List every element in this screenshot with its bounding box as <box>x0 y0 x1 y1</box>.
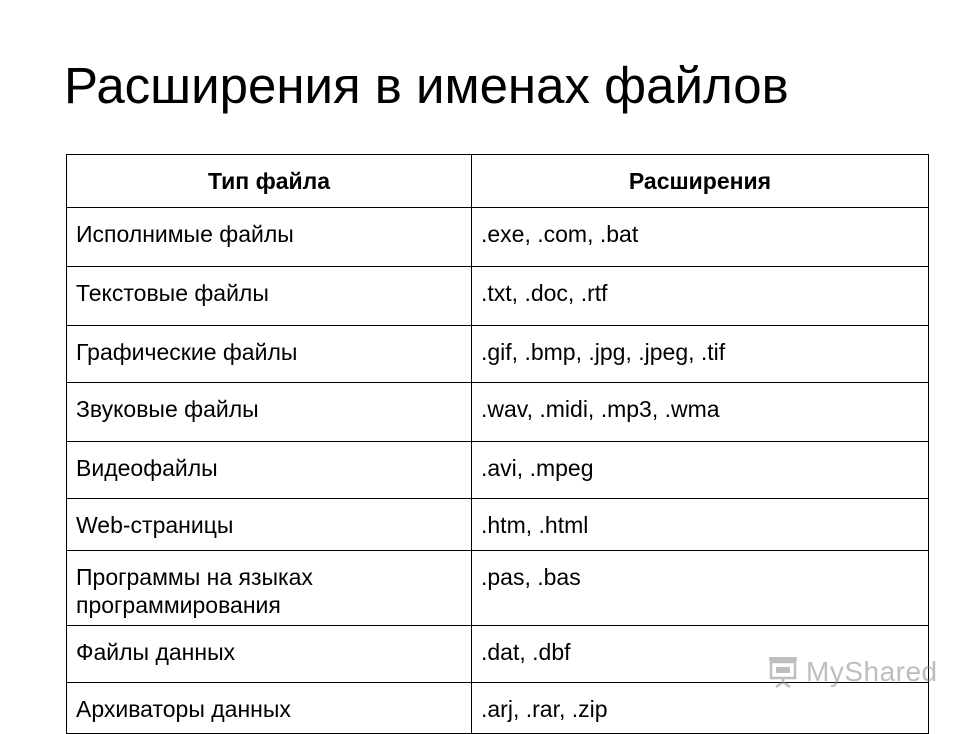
file-type-cell: Архиваторы данных <box>67 683 472 734</box>
projector-screen-icon <box>768 656 798 688</box>
extensions-cell: .pas, .bas <box>472 551 929 626</box>
extensions-cell: .wav, .midi, .mp3, .wma <box>472 383 929 442</box>
table-row <box>67 267 929 326</box>
watermark <box>768 656 938 688</box>
watermark-text: MyShared <box>806 656 938 687</box>
table-row <box>67 499 929 551</box>
extensions-cell: .txt, .doc, .rtf <box>472 267 929 326</box>
file-type-cell: Исполнимые файлы <box>67 208 472 267</box>
column-header-file-type: Тип файла <box>67 155 472 208</box>
extensions-cell: .arj, .rar, .zip <box>472 683 929 734</box>
table-header-row <box>67 155 929 208</box>
table-row <box>67 683 929 734</box>
extensions-table <box>66 154 929 734</box>
table-row <box>67 326 929 383</box>
extensions-cell: .exe, .com, .bat <box>472 208 929 267</box>
extensions-cell: .avi, .mpeg <box>472 442 929 499</box>
table-row <box>67 551 929 626</box>
column-header-extensions: Расширения <box>472 155 929 208</box>
file-type-cell: Звуковые файлы <box>67 383 472 442</box>
file-type-cell: Видеофайлы <box>67 442 472 499</box>
file-type-cell: Файлы данных <box>67 626 472 683</box>
file-type-cell: Текстовые файлы <box>67 267 472 326</box>
extensions-cell: .htm, .html <box>472 499 929 551</box>
page-title: Расширения в именах файлов <box>64 57 789 114</box>
extensions-cell: .gif, .bmp, .jpg, .jpeg, .tif <box>472 326 929 383</box>
file-type-cell: Программы на языках программирования <box>67 551 472 626</box>
table-row <box>67 208 929 267</box>
table-row <box>67 442 929 499</box>
file-type-cell: Графические файлы <box>67 326 472 383</box>
file-type-cell: Web-страницы <box>67 499 472 551</box>
extensions-cell: .dat, .dbf <box>472 626 929 683</box>
table-row <box>67 383 929 442</box>
